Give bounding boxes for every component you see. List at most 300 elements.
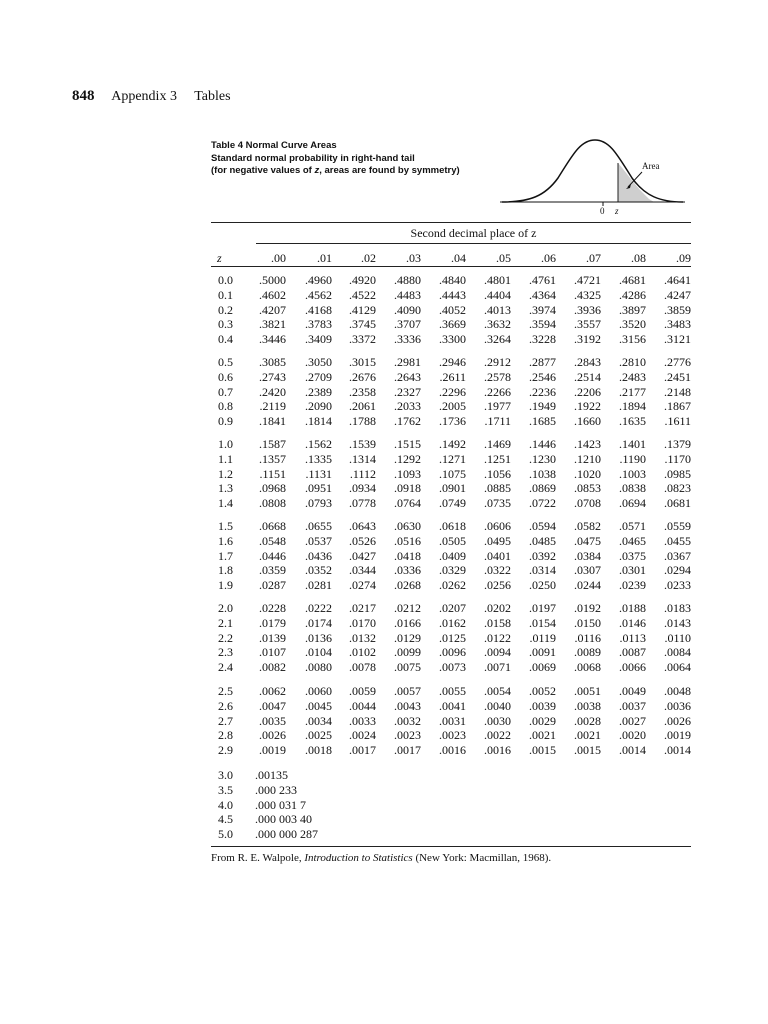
table-cell: .0027 [619,713,646,728]
source-book-title: Introduction to Statistics [304,852,413,864]
table-cell: .4920 [349,273,376,287]
table-cell: .0132 [349,630,376,645]
z-value: 2.8 [218,728,233,743]
table-cell: .0505 [439,533,466,548]
table-cell: .2877 [529,355,556,369]
table-cell: .0256 [484,578,511,592]
table-cell: .0708 [574,496,601,510]
table-cell: .0418 [394,548,421,563]
table-cell: .0446 [259,548,286,563]
table-cell: .1711 [484,414,511,428]
table-cell: .1587 [259,437,286,451]
table-cell: .0039 [529,698,556,713]
table-cell: .0287 [259,578,286,592]
table-cell: .0314 [529,563,556,578]
table-cell: .0307 [574,563,601,578]
table-cell: .1230 [529,451,556,466]
table-cell: .2578 [484,369,511,384]
table-cell: .0934 [349,481,376,496]
table-cell: .0409 [439,548,466,563]
table-cell: .0020 [619,728,646,743]
table-cell: .0281 [305,578,332,592]
table-cell: .0136 [305,630,332,645]
caption-line-3-var: z [314,165,320,176]
table-cell: .0129 [394,630,421,645]
z-value: 1.4 [218,496,233,510]
table-cell: .3745 [349,317,376,332]
table-cell: .0045 [305,698,332,713]
table-cell: .0465 [619,533,646,548]
table-cell: .0104 [305,645,332,660]
table-cell: .1314 [349,451,376,466]
table-cell: .0655 [305,519,332,533]
table-cell: .4522 [349,287,376,302]
table-cell: .4168 [305,302,332,317]
table-cell: .2090 [305,399,332,414]
z-value: 4.0 [218,797,233,812]
table-cell: .0014 [619,743,646,757]
table-cell: .1075 [439,466,466,481]
z-value: 0.8 [218,399,233,414]
table-cell: .0643 [349,519,376,533]
z-value: 4.5 [218,812,233,827]
table-cell: .1446 [529,437,556,451]
table-cell: .0026 [259,728,286,743]
table-cell: .3520 [619,317,646,332]
table-cell: .0023 [439,728,466,743]
table-cell: .1112 [349,466,376,481]
appendix-label: Appendix 3 [111,89,177,104]
table-cell: .1635 [619,414,646,428]
table-cell: .0250 [529,578,556,592]
table-cell: .0035 [259,713,286,728]
table-cell: .0015 [574,743,601,757]
table-cell: .0322 [484,563,511,578]
second-decimal-rule [256,243,691,244]
table-cell: .3192 [574,332,601,346]
z-value: 0.4 [218,332,233,346]
table-cell: .0062 [259,684,286,698]
table-cell: .0018 [305,743,332,757]
table-cell: .0192 [574,601,601,615]
table-cell: .0233 [664,578,691,592]
source-prefix: From R. E. Walpole, [211,852,305,864]
table-cell: .0392 [529,548,556,563]
table-cell: .0048 [664,684,691,698]
table-cell: .0968 [259,481,286,496]
table-cell: .0885 [484,481,511,496]
table-cell: .0301 [619,563,646,578]
table-cell: .0869 [529,481,556,496]
table-cell: .2912 [484,355,511,369]
table-cell: .4483 [394,287,421,302]
table-cell: .0055 [439,684,466,698]
table-cell: .0749 [439,496,466,510]
table-cell: .4960 [305,273,332,287]
table-cell: .0054 [484,684,511,698]
table-cell: .3974 [529,302,556,317]
table-cell: .2709 [305,369,332,384]
table-cell: .0401 [484,548,511,563]
table-cell: .2810 [619,355,646,369]
table-cell: .0735 [484,496,511,510]
table-cell: .2358 [349,384,376,399]
table-cell: .0179 [259,615,286,630]
table-cell: .0025 [305,728,332,743]
table-cell: .0262 [439,578,466,592]
z-value: 2.3 [218,645,233,660]
table-cell: .0352 [305,563,332,578]
table-cell: .1841 [259,414,286,428]
table-cell: .3859 [664,302,691,317]
table-cell: .0084 [664,645,691,660]
table-cell: .0764 [394,496,421,510]
table-cell: .0274 [349,578,376,592]
table-cell: .0455 [664,533,691,548]
table-cell: .2776 [664,355,691,369]
table-cell: .0427 [349,548,376,563]
table-cell: .0107 [259,645,286,660]
table-cell: .2514 [574,369,601,384]
table-cell: .0122 [484,630,511,645]
table-cell: .4801 [484,273,511,287]
column-header: .05 [496,251,511,265]
table-cell: .1539 [349,437,376,451]
table-cell: .2676 [349,369,376,384]
table-cell: .4052 [439,302,466,317]
table-cell: .0778 [349,496,376,510]
table-cell: .0030 [484,713,511,728]
table-cell: .0015 [529,743,556,757]
table-cell: .4443 [439,287,466,302]
table-cell: .0668 [259,519,286,533]
table-cell: .0526 [349,533,376,548]
table-cell: .0901 [439,481,466,496]
table-cell: .1423 [574,437,601,451]
z-value: 2.0 [218,601,233,615]
table-cell: .0606 [484,519,511,533]
table-cell: .0239 [619,578,646,592]
caption-line-2: Standard normal probability in right-hand tail [211,152,415,164]
table-cell: .3936 [574,302,601,317]
table-top-rule [211,222,691,223]
z-value: 0.2 [218,302,233,317]
table-cell: .4090 [394,302,421,317]
table-cell: .0034 [305,713,332,728]
table-cell: .2236 [529,384,556,399]
table-cell: .1251 [484,451,511,466]
table-cell: .0019 [259,743,286,757]
table-cell: .4129 [349,302,376,317]
table-cell: .1038 [529,466,556,481]
table-cell: .0021 [529,728,556,743]
table-cell: .0096 [439,645,466,660]
z-value: 2.4 [218,660,233,674]
table-cell: .0016 [484,743,511,757]
page-number: 848 [72,88,95,104]
table-cell: .0021 [574,728,601,743]
table-cell: .3372 [349,332,376,346]
header-bottom-rule [211,266,691,267]
table-cell: .2981 [394,355,421,369]
z-value: 1.7 [218,548,233,563]
table-cell: .0537 [305,533,332,548]
z-value: 2.6 [218,698,233,713]
table-cell: .1170 [664,451,691,466]
tail-area-value: .00135 [255,768,288,782]
table-cell: .1685 [529,414,556,428]
table-cell: .2643 [394,369,421,384]
table-cell: .4013 [484,302,511,317]
table-cell: .0594 [529,519,556,533]
z-value: 1.2 [218,466,233,481]
table-cell: .1151 [259,466,286,481]
caption-line-3-suffix: , areas are found by symmetry) [319,165,460,176]
table-cell: .0722 [529,496,556,510]
tail-area-value: .000 233 [255,782,297,797]
table-cell: .3409 [305,332,332,346]
table-cell: .0119 [529,630,556,645]
table-cell: .1867 [664,399,691,414]
table-cell: .4602 [259,287,286,302]
column-header: .08 [631,251,646,265]
z-value: 3.5 [218,782,233,797]
table-cell: .0113 [619,630,646,645]
table-cell: .0344 [349,563,376,578]
table-cell: .0023 [394,728,421,743]
table-cell: .1093 [394,466,421,481]
tail-area-value: .000 031 7 [255,797,306,812]
table-cell: .3897 [619,302,646,317]
table-cell: .0559 [664,519,691,533]
table-cell: .0019 [664,728,691,743]
table-cell: .2611 [439,369,466,384]
table-cell: .0024 [349,728,376,743]
table-cell: .4641 [664,273,691,287]
table-cell: .0244 [574,578,601,592]
table-cell: .2148 [664,384,691,399]
table-cell: .3085 [259,355,286,369]
table-cell: .2843 [574,355,601,369]
table-cell: .3669 [439,317,466,332]
table-cell: .1492 [439,437,466,451]
z-value: 2.1 [218,615,233,630]
table-cell: .0094 [484,645,511,660]
table-cell: .0102 [349,645,376,660]
table-cell: .0099 [394,645,421,660]
table-cell: .2061 [349,399,376,414]
table-cell: .0125 [439,630,466,645]
section-label: Tables [194,89,231,104]
caption-line-3 [211,165,460,178]
z-value: 1.3 [218,481,233,496]
z-column-header: z [217,251,222,265]
table-cell: .0028 [574,713,601,728]
table-cell: .0475 [574,533,601,548]
area-label: Area [642,161,660,171]
table-cell: .1210 [574,451,601,466]
table-cell: .1271 [439,451,466,466]
table-cell: .0985 [664,466,691,481]
table-cell: .3446 [259,332,286,346]
table-cell: .1762 [394,414,421,428]
table-cell: .2005 [439,399,466,414]
z-value: 1.5 [218,519,233,533]
table-cell: .5000 [259,273,286,287]
table-cell: .1977 [484,399,511,414]
table-cell: .4840 [439,273,466,287]
table-cell: .4207 [259,302,286,317]
table-cell: .3300 [439,332,466,346]
table-cell: .0032 [394,713,421,728]
table-cell: .1788 [349,414,376,428]
table-cell: .1020 [574,466,601,481]
bell-curve [502,140,683,202]
table-cell: .0174 [305,615,332,630]
normal-curve-figure [500,132,685,220]
table-cell: .0031 [439,713,466,728]
table-cell: .0059 [349,684,376,698]
table-cell: .0089 [574,645,601,660]
table-cell: .4721 [574,273,601,287]
table-cell: .0918 [394,481,421,496]
z-value: 1.9 [218,578,233,592]
table-cell: .3336 [394,332,421,346]
tail-area-value: .000 003 40 [255,812,312,827]
column-header: .06 [541,251,556,265]
table-cell: .0022 [484,728,511,743]
table-cell: .0043 [394,698,421,713]
table-cell: .0197 [529,601,556,615]
table-cell: .0436 [305,548,332,563]
table-cell: .0823 [664,481,691,496]
table-cell: .0202 [484,601,511,615]
table-cell: .1894 [619,399,646,414]
z-value: 0.6 [218,369,233,384]
table-cell: .0047 [259,698,286,713]
table-cell: .0162 [439,615,466,630]
source-citation [211,852,551,864]
z-value: 2.2 [218,630,233,645]
z-value: 1.6 [218,533,233,548]
table-cell: .0212 [394,601,421,615]
z-value: 0.9 [218,414,233,428]
table-cell: .2119 [259,399,286,414]
table-cell: .3707 [394,317,421,332]
table-cell: .1003 [619,466,646,481]
zero-label: 0 [600,206,605,216]
table-cell: .0041 [439,698,466,713]
table-cell: .2177 [619,384,646,399]
table-cell: .0207 [439,601,466,615]
table-cell: .1736 [439,414,466,428]
table-cell: .2206 [574,384,601,399]
table-cell: .0073 [439,660,466,674]
table-cell: .0793 [305,496,332,510]
table-cell: .0051 [574,684,601,698]
column-header: .00 [271,251,286,265]
table-title: Table 4 Normal Curve Areas [211,140,337,151]
column-header: .07 [586,251,601,265]
table-cell: .0014 [664,743,691,757]
table-cell: .0951 [305,481,332,496]
table-cell: .0495 [484,533,511,548]
table-cell: .2946 [439,355,466,369]
table-cell: .0228 [259,601,286,615]
table-cell: .1335 [305,451,332,466]
z-label: z [615,206,619,216]
table-cell: .0582 [574,519,601,533]
table-cell: .1056 [484,466,511,481]
table-cell: .4286 [619,287,646,302]
table-cell: .0016 [439,743,466,757]
table-cell: .0017 [349,743,376,757]
table-cell: .0694 [619,496,646,510]
table-cell: .0630 [394,519,421,533]
table-cell: .3264 [484,332,511,346]
table-cell: .4364 [529,287,556,302]
table-cell: .2266 [484,384,511,399]
table-cell: .0037 [619,698,646,713]
z-value: 1.8 [218,563,233,578]
z-value: 0.3 [218,317,233,332]
table-cell: .1611 [664,414,691,428]
tail-area-value: .000 000 287 [255,827,318,841]
table-cell: .0075 [394,660,421,674]
table-cell: .0359 [259,563,286,578]
table-cell: .0040 [484,698,511,713]
table-cell: .0071 [484,660,511,674]
column-header: .02 [361,251,376,265]
table-cell: .1660 [574,414,601,428]
table-cell: .0548 [259,533,286,548]
table-cell: .1814 [305,414,332,428]
table-cell: .0066 [619,660,646,674]
table-cell: .3821 [259,317,286,332]
caption-line-3-prefix: (for negative values of [211,165,315,176]
table-cell: .2389 [305,384,332,399]
table-cell: .0017 [394,743,421,757]
table-bottom-rule [211,846,691,847]
table-cell: .0222 [305,601,332,615]
table-cell: .0838 [619,481,646,496]
z-value: 3.0 [218,768,233,782]
table-cell: .0026 [664,713,691,728]
table-cell: .0516 [394,533,421,548]
table-cell: .0044 [349,698,376,713]
z-value: 2.5 [218,684,233,698]
table-cell: .1131 [305,466,332,481]
column-header: .09 [676,251,691,265]
table-cell: .0183 [664,601,691,615]
column-header: .03 [406,251,421,265]
table-cell: .0681 [664,496,691,510]
table-cell: .0029 [529,713,556,728]
table-cell: .0188 [619,601,646,615]
table-cell: .1515 [394,437,421,451]
table-cell: .2327 [394,384,421,399]
column-header: .04 [451,251,466,265]
table-cell: .0336 [394,563,421,578]
table-cell: .0110 [664,630,691,645]
table-cell: .4761 [529,273,556,287]
table-cell: .0146 [619,615,646,630]
z-value: 0.0 [218,273,233,287]
table-cell: .0139 [259,630,286,645]
z-value: 1.0 [218,437,233,451]
table-cell: .2033 [394,399,421,414]
table-cell: .1357 [259,451,286,466]
